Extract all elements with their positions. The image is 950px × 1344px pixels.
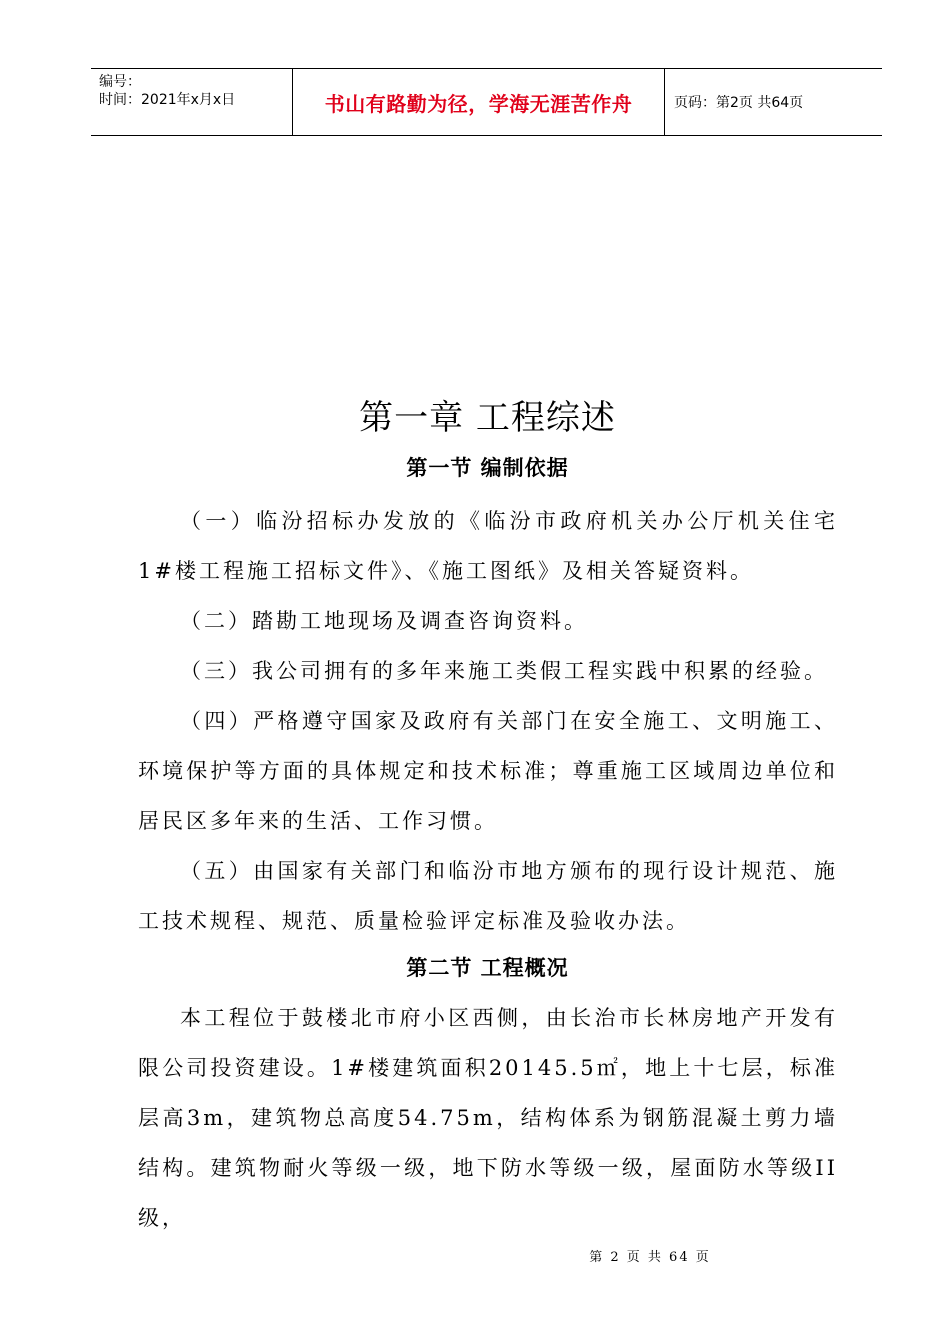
paragraph-1: （一）临汾招标办发放的《临汾市政府机关办公厅机关住宅1#楼工程施工招标文件》、《施工图纸》及相关答疑资料。 [138,509,838,583]
paragraph-2: （二）踏勘工地现场及调查咨询资料。 [180,609,588,633]
document-header [91,68,882,136]
section-title-1: 第一节 编制依据 [406,456,569,480]
page-footer: 第 2 页 共 64 页 [589,1250,711,1265]
header-meta-cell [91,69,293,135]
paragraph-5: （五）由国家有关部门和临汾市地方颁布的现行设计规范、施工技术规程、规范、质量检验评定标准及验收办法。 [138,859,838,933]
chapter-title: 第一章 工程综述 [359,398,616,438]
section-title-2: 第二节 工程概况 [406,956,569,980]
header-page-label: 页码：第2页 共64页 [674,95,804,111]
paragraph-6: 本工程位于鼓楼北市府小区西侧，由长治市长林房地产开发有限公司投资建设。1#楼建筑面积20145.5㎡，地上十七层，标准层高3m，建筑物总高度54.75m，结构体系为钢筋混凝土剪力墙结构。建筑物耐火等级一级，地下防水等级一级，屋面防水等级II级， [138,1006,838,1230]
paragraph-3: （三）我公司拥有的多年来施工类假工程实践中积累的经验。 [180,659,828,683]
number-label: 编号： [99,74,141,90]
date-label: 时间：2021年x月x日 [99,92,236,108]
header-motto: 书山有路勤为径，学海无涯苦作舟 [293,69,665,135]
paragraph-4: （四）严格遵守国家及政府有关部门在安全施工、文明施工、环境保护等方面的具体规定和技术标准；尊重施工区域周边单位和居民区多年来的生活、工作习惯。 [138,709,838,833]
